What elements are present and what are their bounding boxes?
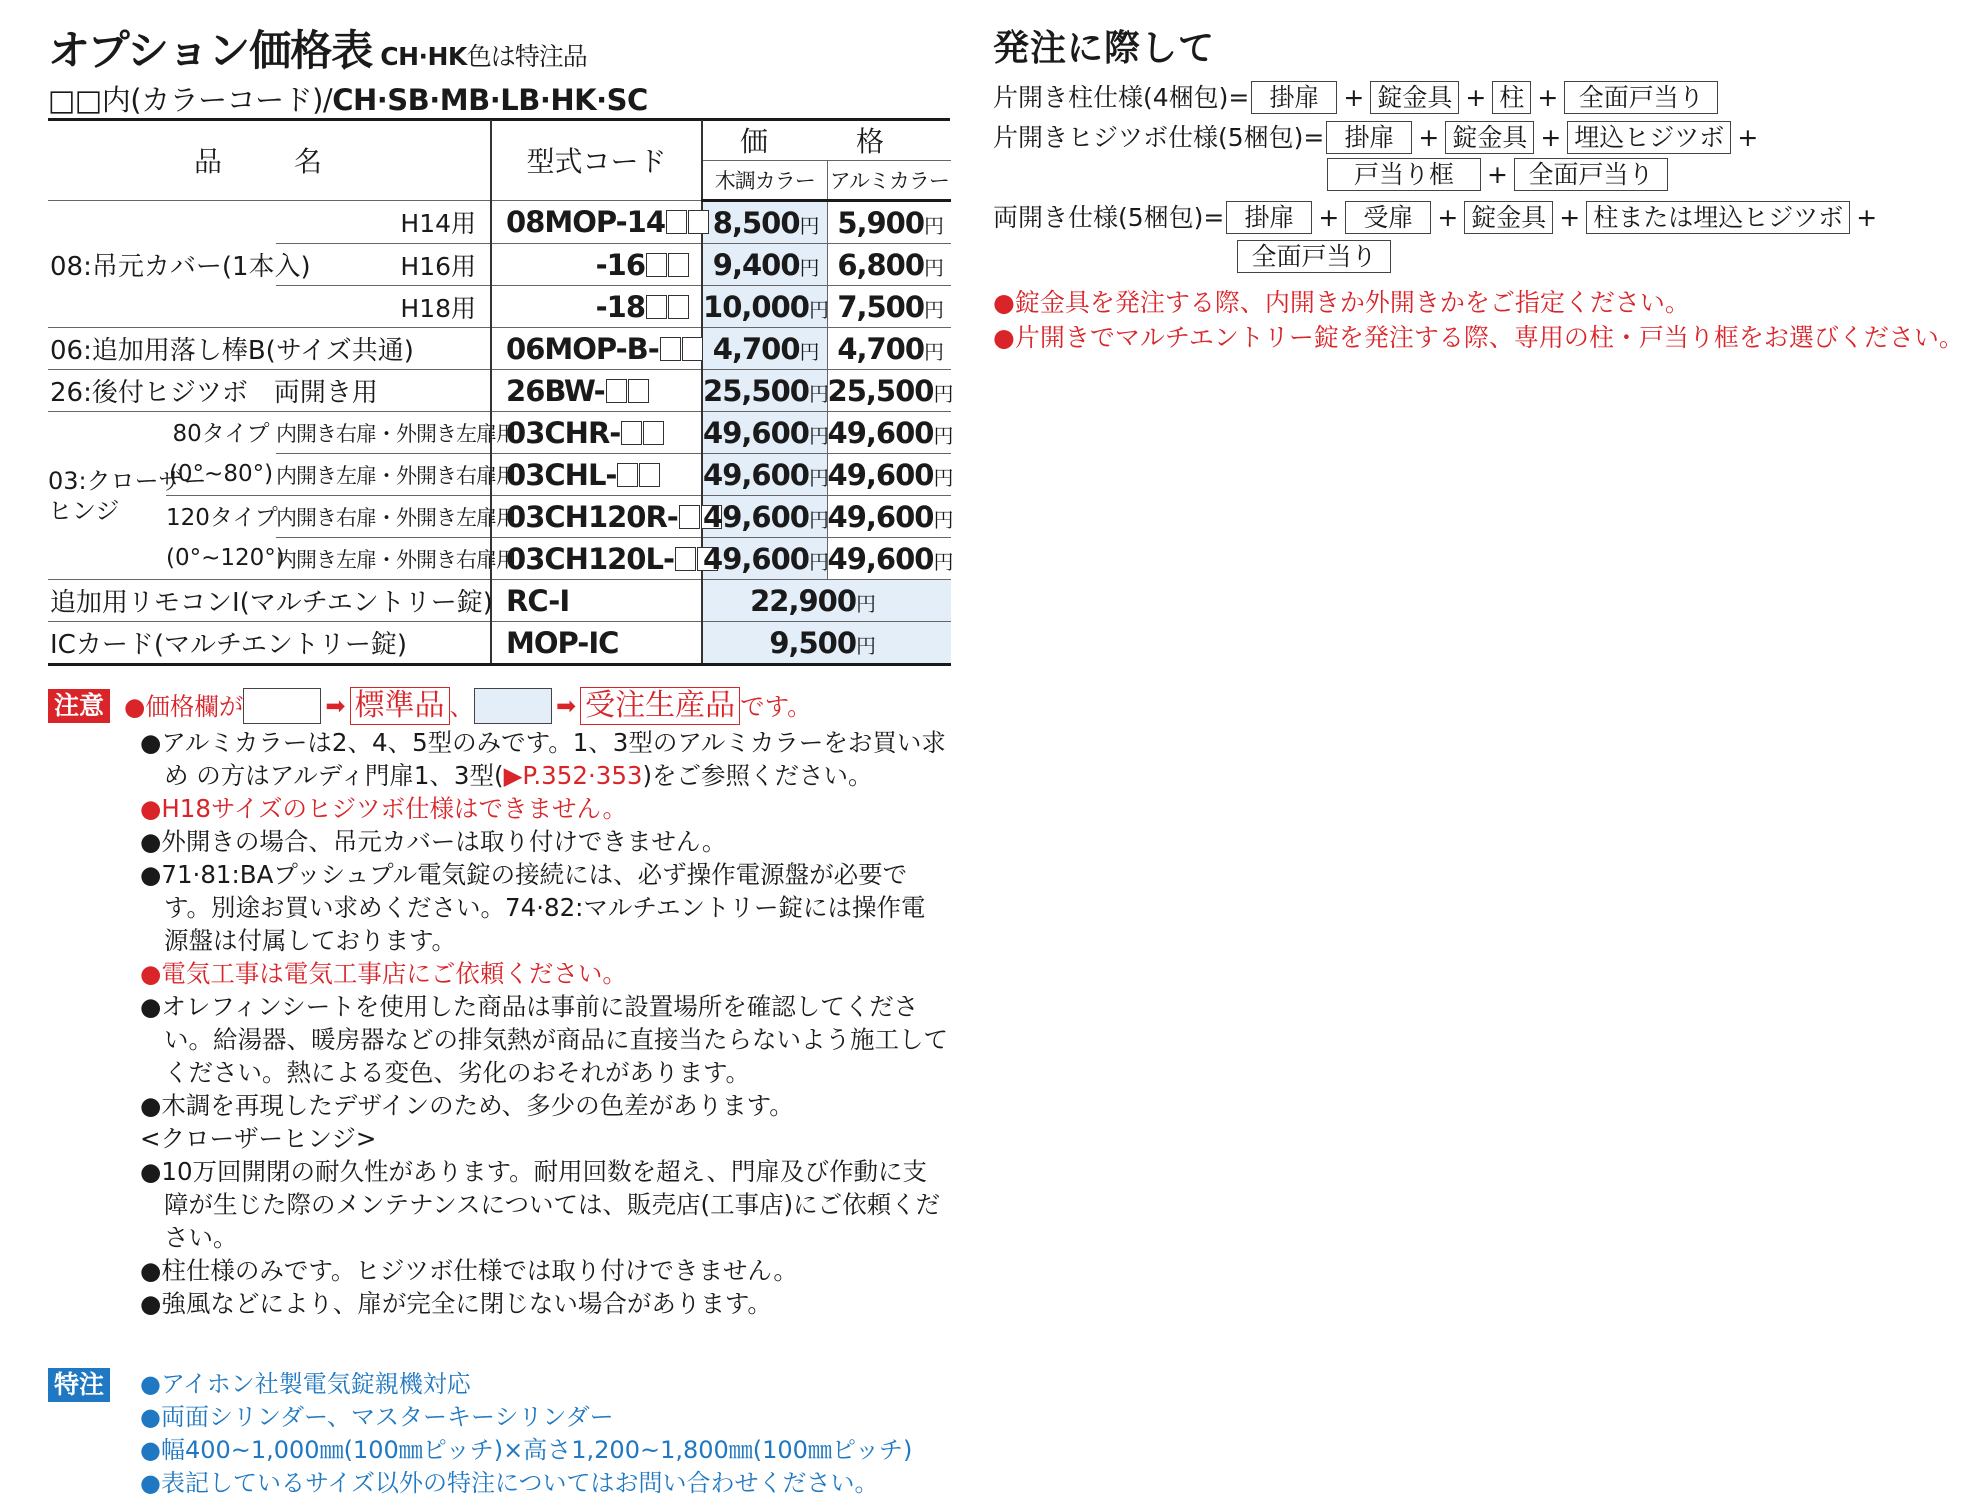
part-box: 埋込ヒジツボ bbox=[1567, 121, 1731, 154]
color-box bbox=[660, 337, 681, 361]
price-wood: 25,500円 bbox=[702, 370, 827, 412]
color-box bbox=[646, 253, 667, 277]
header-wood: 木調カラー bbox=[702, 161, 827, 201]
color-code-prefix: □□内(カラーコード)/ bbox=[48, 83, 333, 117]
price-alumi: 49,600円 bbox=[827, 412, 951, 454]
part-box: 受扉 bbox=[1345, 201, 1431, 234]
note: ●強風などにより、扉が完全に閉じない場合があります。 bbox=[140, 1289, 772, 1318]
table-row bbox=[48, 328, 951, 370]
table-row bbox=[48, 370, 951, 412]
title-note-bold: CH·HK bbox=[380, 42, 467, 71]
header-price: 価 格 bbox=[702, 120, 951, 161]
opening-direction: 内開き右扉・外開き左扉用 bbox=[276, 412, 491, 454]
table-row bbox=[48, 496, 951, 538]
note: い。給湯器、暖房器などの排気熱が商品に直接当たらないよう施工して bbox=[164, 1025, 948, 1054]
note: ください。熱による変色、劣化のおそれがあります。 bbox=[164, 1058, 751, 1087]
part-box: 柱または埋込ヒジツボ bbox=[1586, 201, 1850, 234]
note: ●アルミカラーは2、4、5型のみです。1、3型のアルミカラーをお買い求 bbox=[140, 728, 946, 757]
note: す。別途お買い求めください。74·82:マルチエントリー錠には操作電 bbox=[164, 893, 926, 922]
table-row bbox=[48, 201, 951, 244]
color-code-line bbox=[48, 78, 648, 119]
price-alumi: 6,800円 bbox=[827, 244, 951, 286]
page-reference-link[interactable]: ▶P.352·353 bbox=[503, 761, 643, 790]
color-box bbox=[688, 210, 709, 234]
table-row bbox=[48, 580, 951, 622]
caution-badge: 注意 bbox=[48, 689, 110, 723]
part-box: 全面戸当り bbox=[1237, 240, 1391, 273]
price-wood: 10,000円 bbox=[702, 286, 827, 328]
arrow-right-icon: ➡ bbox=[325, 691, 346, 720]
color-box bbox=[628, 379, 649, 403]
item-name: 追加用リモコンI(マルチエントリー錠) bbox=[48, 580, 491, 622]
table-row bbox=[48, 412, 951, 454]
notes-section bbox=[48, 686, 963, 1320]
note: 障が生じた際のメンテナンスについては、販売店(工事店)にご依頼くだ bbox=[164, 1190, 941, 1219]
price-alumi: 7,500円 bbox=[827, 286, 951, 328]
item-name: 08:吊元カバー(1本入) bbox=[48, 201, 276, 328]
item-code: 06MOP-B- bbox=[491, 328, 702, 370]
note-legend-post: です。 bbox=[740, 691, 812, 721]
part-box: 掛扉 bbox=[1226, 201, 1312, 234]
part-box: 錠金具 bbox=[1445, 121, 1534, 154]
price-alumi: 25,500円 bbox=[827, 370, 951, 412]
price-wood: 49,600円 bbox=[702, 538, 827, 580]
special-item: ●両面シリンダー、マスターキーシリンダー bbox=[140, 1403, 614, 1431]
part-box: 柱 bbox=[1492, 81, 1531, 114]
note: め の方はアルディ門扉1、3型(▶P.352·353)をご参照ください。 bbox=[164, 761, 873, 790]
color-box bbox=[617, 463, 638, 487]
opening-direction: 内開き左扉・外開き右扉用 bbox=[276, 454, 491, 496]
note: ●電気工事は電気工事店にご依頼ください。 bbox=[140, 959, 627, 988]
custom-swatch bbox=[474, 688, 552, 724]
color-box bbox=[606, 379, 627, 403]
color-box bbox=[646, 295, 667, 319]
price-alumi: 49,600円 bbox=[827, 496, 951, 538]
note: ●オレフィンシートを使用した商品は事前に設置場所を確認してくださ bbox=[140, 992, 919, 1021]
item-name: 26:後付ヒジツボ 両開き用 bbox=[48, 370, 491, 412]
order-line-single-hinge-2: 戸当り框 + 全面戸当り bbox=[1325, 158, 1670, 191]
price-wood: 49,600円 bbox=[702, 412, 827, 454]
color-box bbox=[679, 505, 700, 529]
item-size: H16用 bbox=[276, 244, 491, 286]
table-row bbox=[48, 622, 951, 664]
opening-direction: 内開き右扉・外開き左扉用 bbox=[276, 496, 491, 538]
part-box: 全面戸当り bbox=[1564, 81, 1718, 114]
standard-label: 標準品 bbox=[350, 687, 450, 725]
color-box bbox=[643, 421, 664, 445]
color-box bbox=[682, 337, 703, 361]
item-code: 26BW- bbox=[491, 370, 702, 412]
order-line-single-hinge: 片開きヒジツボ仕様(5梱包)= 掛扉 + 錠金具 + 埋込ヒジツボ + bbox=[993, 123, 1759, 152]
item-size: H14用 bbox=[276, 201, 491, 244]
price-wood: 4,700円 bbox=[702, 328, 827, 370]
closer-name: 03:クローザー ヒンジ bbox=[48, 412, 166, 580]
item-code: -18 bbox=[491, 286, 702, 328]
closer-type-120: 120タイプ (0°~120°) bbox=[166, 496, 276, 580]
item-code: 03CHL- bbox=[491, 454, 702, 496]
special-item: ●表記しているサイズ以外の特注についてはお問い合わせください。 bbox=[140, 1469, 879, 1497]
price-wood: 9,400円 bbox=[702, 244, 827, 286]
price-alumi: 4,700円 bbox=[827, 328, 951, 370]
note-subheading: <クローザーヒンジ> bbox=[140, 1124, 377, 1153]
color-code-list: CH·SB·MB·LB·HK·SC bbox=[332, 83, 648, 117]
arrow-right-icon: ➡ bbox=[556, 691, 577, 720]
note: ●柱仕様のみです。ヒジツボ仕様では取り付けできません。 bbox=[140, 1256, 798, 1285]
price-merged: 9,500円 bbox=[702, 622, 951, 664]
option-price-table bbox=[48, 120, 951, 664]
item-name: 06:追加用落し棒B(サイズ共通) bbox=[48, 328, 491, 370]
special-item: ●アイホン社製電気錠親機対応 bbox=[140, 1370, 471, 1398]
closer-type-80: 80タイプ (0°~80°) bbox=[166, 412, 276, 496]
note: ●外開きの場合、吊元カバーは取り付けできません。 bbox=[140, 827, 727, 856]
color-box bbox=[668, 253, 689, 277]
part-box: 錠金具 bbox=[1464, 201, 1553, 234]
item-code: -16 bbox=[491, 244, 702, 286]
title-text: オプション価格表 bbox=[48, 26, 373, 75]
part-box: 錠金具 bbox=[1370, 81, 1459, 114]
title-note: 色は特注品 bbox=[466, 42, 587, 71]
note-legend bbox=[48, 686, 963, 726]
header-name: 品 名 bbox=[48, 120, 491, 201]
item-code: 03CH120L- bbox=[491, 538, 702, 580]
custom-label: 受注生産品 bbox=[580, 687, 740, 725]
opening-direction: 内開き左扉・外開き右扉用 bbox=[276, 538, 491, 580]
item-code: MOP-IC bbox=[491, 622, 702, 664]
note: ●71·81:BAプッシュプル電気錠の接続には、必ず操作電源盤が必要で bbox=[140, 860, 908, 889]
part-box: 全面戸当り bbox=[1514, 158, 1668, 191]
price-alumi: 5,900円 bbox=[827, 201, 951, 244]
part-box: 掛扉 bbox=[1326, 121, 1412, 154]
price-wood: 8,500円 bbox=[702, 201, 827, 244]
item-code: RC-I bbox=[491, 580, 702, 622]
special-order-section bbox=[48, 1368, 912, 1500]
color-box bbox=[675, 547, 696, 571]
price-alumi: 49,600円 bbox=[827, 538, 951, 580]
color-box bbox=[621, 421, 642, 445]
table-header-row bbox=[48, 120, 951, 161]
order-line-single-post: 片開き柱仕様(4梱包)= 掛扉 + 錠金具 + 柱 + 全面戸当り bbox=[993, 78, 1720, 114]
special-badge: 特注 bbox=[48, 1368, 110, 1402]
note: 源盤は付属しております。 bbox=[164, 926, 457, 955]
note-legend-sep: 、 bbox=[449, 691, 475, 721]
order-note: ●錠金具を発注する際、内開きか外開きかをご指定ください。 bbox=[993, 288, 1690, 317]
table-bottom-rule bbox=[48, 663, 951, 666]
note: さい。 bbox=[164, 1223, 238, 1252]
page-title bbox=[48, 18, 587, 78]
note: ●木調を再現したデザインのため、多少の色差があります。 bbox=[140, 1091, 794, 1120]
note-legend-pre: ●価格欄が bbox=[124, 691, 244, 721]
part-box: 戸当り框 bbox=[1327, 158, 1481, 191]
standard-swatch bbox=[243, 688, 321, 724]
price-alumi: 49,600円 bbox=[827, 454, 951, 496]
color-box bbox=[666, 210, 687, 234]
price-merged: 22,900円 bbox=[702, 580, 951, 622]
order-line-double-2 bbox=[1235, 240, 1393, 273]
item-name: ICカード(マルチエントリー錠) bbox=[48, 622, 491, 664]
order-title: 発注に際して bbox=[993, 28, 1216, 69]
note: ●H18サイズのヒジツボ仕様はできません。 bbox=[140, 794, 627, 823]
order-note: ●片開きでマルチエントリー錠を発注する際、専用の柱・戸当り框をお選びください。 bbox=[993, 323, 1964, 352]
item-code: 08MOP-14 bbox=[491, 201, 702, 244]
price-wood: 49,600円 bbox=[702, 454, 827, 496]
order-line-double: 両開き仕様(5梱包)= 掛扉 + 受扉 + 錠金具 + 柱または埋込ヒジツボ + bbox=[993, 203, 1878, 232]
header-code: 型式コード bbox=[491, 120, 702, 201]
special-item: ●幅400~1,000㎜(100㎜ピッチ)×高さ1,200~1,800㎜(100㎜ピッチ) bbox=[140, 1436, 913, 1464]
note: ●10万回開閉の耐久性があります。耐用回数を超え、門扉及び作動に支 bbox=[140, 1157, 928, 1186]
price-wood: 49,600円 bbox=[702, 496, 827, 538]
color-box bbox=[668, 295, 689, 319]
part-box: 掛扉 bbox=[1251, 81, 1337, 114]
color-box bbox=[639, 463, 660, 487]
item-size: H18用 bbox=[276, 286, 491, 328]
item-code: 03CH120R- bbox=[491, 496, 702, 538]
header-alumi: アルミカラー bbox=[827, 161, 951, 201]
item-code: 03CHR- bbox=[491, 412, 702, 454]
